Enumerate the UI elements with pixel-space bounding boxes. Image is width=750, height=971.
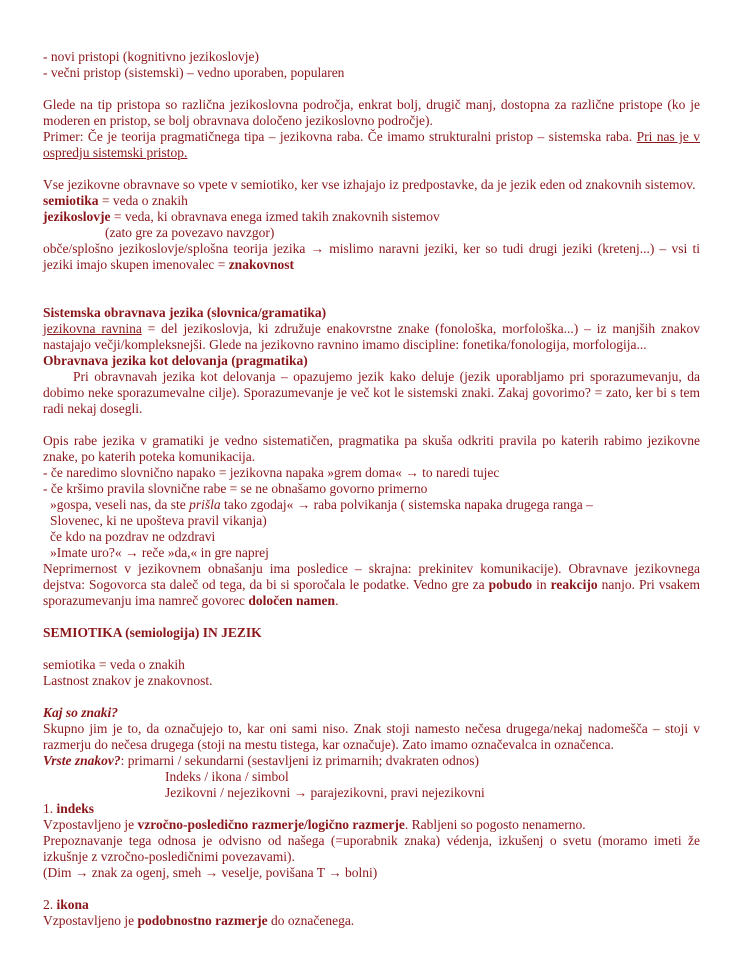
text-segment: = del jezikoslovja, ki združuje enakovrstne znake (fonološka, morfološka...) – iz manjših znakov nastajajo večji/kompleksnejši. Glede na jezikovno ravnino imamo discipline: fonetika/fonologija, morfologija... — [43, 321, 700, 352]
text-segment: Glede na tip pristopa so različna jezikoslovna področja, enkrat bolj, drugič manj, dostopna za različne pristope (ko je moderen en pristop, se bolj obravnava določeno jezikoslovno področje). — [43, 97, 700, 128]
para-obce-splosno — [43, 241, 700, 273]
text-segment: SEMIOTIKA (semiologija) IN JEZIK — [43, 625, 262, 640]
text-segment: Skupno jim je to, da označujejo to, kar oni sami niso. Znak stoji namesto nečesa drugega/nekaj nadomešča – stoji v razmerju do nečesa drugega (stoji na mestu tistega, kar označuje). Zato imamo označevalca in označenca. — [43, 721, 700, 752]
line-gospa — [43, 497, 700, 513]
text-segment: - novi pristopi (kognitivno jezikoslovje) — [43, 49, 259, 64]
text-segment: Kaj so znaki? — [43, 705, 119, 720]
blank-line — [43, 273, 700, 289]
text-segment: 1. — [43, 801, 57, 816]
text-segment: Obravnava jezika kot delovanja (pragmatika) — [43, 353, 308, 368]
line-dim — [43, 865, 700, 881]
text-segment: nanjo. Pri vsakem sporazumevanju ima namreč govorec — [43, 577, 700, 608]
def-jezikoslovje — [43, 209, 700, 225]
line-ce-kdo — [43, 529, 700, 545]
line-vzpostavljeno-ikona — [43, 913, 700, 929]
text-segment: = veda o znakih — [98, 193, 188, 208]
text-segment: vzročno-posledično razmerje/logično razmerje — [137, 817, 405, 832]
bullet-vecni-pristop — [43, 65, 700, 81]
blank-line — [43, 81, 700, 97]
blank-line — [43, 417, 700, 433]
text-segment: če kdo na pozdrav ne odzdravi — [50, 529, 216, 544]
line-slovenec — [43, 513, 700, 529]
text-segment: Pri obravnavah jezika kot delovanja – opazujemo jezik kako deluje (jezik uporabljamo pri sporazumevanju, da dobimo neke sporazumevalne cilje). Sporazumevanje je več kot le sistemski znaki. Zakaj govorimo? = zato, ker bi s tem radi nekaj dosegli. — [43, 369, 700, 416]
text-segment: : primarni / sekundarni (sestavljeni iz primarnih; dvakraten odnos) — [120, 753, 480, 768]
text-segment: podobnostno razmerje — [137, 913, 268, 928]
text-segment: Vzpostavljeno je — [43, 817, 138, 832]
heading-sistemska-obravnava — [43, 305, 700, 321]
text-segment: Pri nas je v ospredju sistemski pristop. — [43, 129, 700, 160]
para-jezikovna-ravnina — [43, 321, 700, 353]
line-jezikovni-nejezikovni — [43, 785, 700, 801]
text-segment: tako zgodaj« → raba polvikanja ( sistemska napaka drugega ranga – — [220, 497, 593, 512]
text-segment: ikona — [56, 897, 89, 912]
text-segment: jezikoslovje — [43, 209, 111, 224]
text-segment: Vrste znakov? — [43, 753, 121, 768]
para-opis-rabe — [43, 433, 700, 465]
text-segment: do označenega. — [267, 913, 355, 928]
text-segment: prišla — [189, 497, 221, 512]
text-segment: znakovnost — [228, 257, 294, 272]
bullet-slovnicna-napaka — [43, 465, 700, 481]
para-primer — [43, 129, 700, 161]
line-vzpostavljeno-indeks — [43, 817, 700, 833]
text-segment: - večni pristop (sistemski) – vedno uporaben, popularen — [43, 65, 345, 80]
heading-2-ikona — [43, 897, 700, 913]
line-lastnost — [43, 673, 700, 689]
bullet-krsimo-pravila — [43, 481, 700, 497]
text-segment: Opis rabe jezika v gramatiki je vedno sistematičen, pragmatika pa skuša odkriti pravila po katerih rabimo jezikovne znake, po katerih poteka komunikacija. — [43, 433, 700, 464]
text-segment: in — [532, 577, 551, 592]
blank-line — [43, 289, 700, 305]
heading-obravnava-jezika — [43, 353, 700, 369]
text-segment: Primer: Če je teorija pragmatičnega tipa – jezikovna raba. Če imamo strukturalni pristop – sistemska raba. — [43, 129, 637, 144]
para-pri-obravnavah — [43, 369, 700, 417]
text-segment: reakcijo — [550, 577, 598, 592]
heading-semiotika-in-jezik — [43, 625, 700, 641]
blank-line — [43, 689, 700, 705]
blank-line — [43, 641, 700, 657]
para-prepoznavanje — [43, 833, 700, 865]
text-segment: pobudo — [488, 577, 533, 592]
line-imate-uro — [43, 545, 700, 561]
text-segment: (zato gre za povezavo navzgor) — [105, 225, 275, 240]
blank-line — [43, 161, 700, 177]
text-segment: določen namen — [248, 593, 336, 608]
text-segment: - če naredimo slovnično napako = jezikovna napaka »grem doma« → to naredi tujec — [43, 465, 500, 480]
line-semiotika-veda — [43, 657, 700, 673]
text-segment: . — [335, 593, 339, 608]
text-segment: indeks — [56, 801, 95, 816]
text-segment: jezikovna ravnina — [43, 321, 142, 336]
para-glede-na-tip — [43, 97, 700, 129]
text-segment: obče/splošno jezikoslovje/splošna teorija jezika → mislimo naravni jeziki, ker so tudi drugi jeziki (kretenj...) – vsi ti jeziki imajo skupen imenovalec = — [43, 241, 700, 272]
text-segment: »Imate uro?« → reče »da,« in gre naprej — [50, 545, 269, 560]
text-segment: semiotika — [43, 193, 99, 208]
para-vse-jezikovne — [43, 177, 700, 193]
text-segment: Jezikovni / nejezikovni → parajezikovni, pravi nejezikovni — [165, 785, 485, 800]
heading-1-indeks — [43, 801, 700, 817]
bullet-novi-pristopi — [43, 49, 700, 65]
text-segment: - če kršimo pravila slovnične rabe = se ne obnašamo govorno primerno — [43, 481, 428, 496]
blank-line — [43, 609, 700, 625]
text-segment: . Rabljeni so pogosto nenamerno. — [404, 817, 586, 832]
text-segment: Vse jezikovne obravnave so vpete v semiotiko, ker vse izhajajo iz predpostavke, da je jezik eden od znakovnih sistemov. — [43, 177, 696, 192]
line-vrste-znakov — [43, 753, 700, 769]
text-segment: Indeks / ikona / simbol — [165, 769, 289, 784]
def-semiotika — [43, 193, 700, 209]
text-segment: = veda, ki obravnava enega izmed takih znakovnih sistemov — [110, 209, 440, 224]
line-zato-gre — [43, 225, 700, 241]
text-segment: 2. — [43, 897, 57, 912]
text-segment: »gospa, veseli nas, da ste — [50, 497, 190, 512]
text-segment: Lastnost znakov je znakovnost. — [43, 673, 213, 688]
text-segment: Neprimernost v jezikovnem obnašanju ima posledice – skrajna: prekinitev komunikacije). Obravnave jezikovnega dejstva: Sogovorca sta daleč od tega, da bi si sporočala le podatke. Vedno gre za — [43, 561, 700, 592]
text-segment: Sistemska obravnava jezika (slovnica/gramatika) — [43, 305, 327, 320]
para-neprimernost — [43, 561, 700, 609]
text-segment: Slovenec, ki ne upošteva pravil vikanja) — [50, 513, 267, 528]
text-segment: semiotika = veda o znakih — [43, 657, 185, 672]
text-segment: Prepoznavanje tega odnosa je odvisno od našega (=uporabnik znaka) védenja, izkušenj o svetu (moramo imeti že izkušnje z vzročno-posledičnimi povezavami). — [43, 833, 700, 864]
blank-line — [43, 881, 700, 897]
para-skupno-jim — [43, 721, 700, 753]
text-segment: Vzpostavljeno je — [43, 913, 138, 928]
line-indeks-ikona-simbol — [43, 769, 700, 785]
heading-kaj-so-znaki — [43, 705, 700, 721]
text-segment: (Dim → znak za ogenj, smeh → veselje, povišana T → bolni) — [43, 865, 378, 880]
